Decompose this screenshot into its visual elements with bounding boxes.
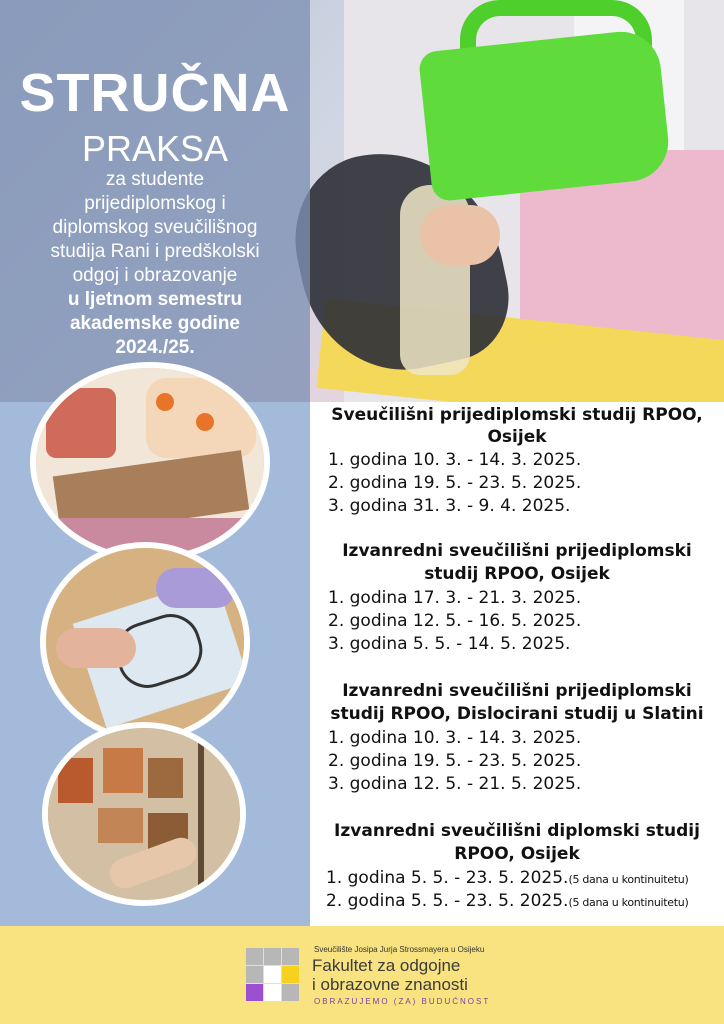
section1-title-1: Sveučilišni prijediplomski studij RPOO, — [331, 405, 703, 425]
photo-circle-drawing — [40, 542, 250, 742]
title-line1: STRUČNA — [19, 63, 291, 123]
section4-line-1 — [326, 868, 688, 888]
faculty-logo-icon — [246, 948, 300, 1002]
title-semester-3: 2024./25. — [115, 337, 195, 358]
footer-motto: OBRAZUJEMO (ZA) BUDUĆNOST — [314, 997, 491, 1006]
logo-square-grey — [282, 948, 299, 965]
logo-square-grey — [282, 984, 299, 1001]
photo-circle-book — [30, 362, 270, 562]
logo-square-purple — [246, 984, 263, 1001]
logo-square-grey — [246, 948, 263, 965]
photo-green-pitcher — [418, 28, 672, 202]
title-semester-2: akademske godine — [69, 313, 241, 334]
section3-line-2: 2. godina 19. 5. - 23. 5. 2025. — [328, 751, 582, 771]
section1-title-2: Osijek — [487, 427, 547, 447]
title-desc-2: prijediplomskog i — [84, 193, 226, 214]
section4-line-2-note: (5 dana u kontinuitetu) — [568, 896, 689, 909]
logo-square-white — [264, 984, 281, 1001]
title-line2: PRAKSA — [81, 128, 229, 169]
section3-line-3: 3. godina 12. 5. - 21. 5. 2025. — [328, 774, 582, 794]
section3-title-2: studij RPOO, Dislocirani studij u Slatini — [330, 704, 704, 724]
section2-line-1: 1. godina 17. 3. - 21. 3. 2025. — [328, 588, 582, 608]
footer-university: Sveučilište Josipa Jurja Strossmayera u Osijeku — [314, 945, 485, 954]
footer-faculty-line1: Fakultet za odgojne — [312, 956, 461, 975]
title-panel — [0, 0, 310, 402]
section1-line-3: 3. godina 31. 3. - 9. 4. 2025. — [328, 496, 571, 516]
section4-line-1-text: 1. godina 5. 5. - 23. 5. 2025. — [326, 868, 569, 888]
section4-line-2-text: 2. godina 5. 5. - 23. 5. 2025. — [326, 891, 569, 911]
title-desc-4: studija Rani i predškolski — [50, 241, 260, 262]
photo-circle-display — [42, 722, 246, 906]
logo-square-white — [264, 966, 281, 983]
section2-title-1: Izvanredni sveučilišni prijediplomski — [342, 541, 692, 561]
title-semester-1: u ljetnom semestru — [67, 289, 243, 310]
section4-title-2: RPOO, Osijek — [454, 844, 580, 864]
footer-faculty-line2: i obrazovne znanosti — [312, 975, 468, 994]
section2-title-2: studij RPOO, Osijek — [424, 564, 610, 584]
section4-line-2 — [326, 891, 688, 911]
logo-square-grey — [246, 966, 263, 983]
title-desc-1: za studente — [105, 169, 205, 190]
photo-hand — [420, 205, 500, 265]
section4-title-1: Izvanredni sveučilišni diplomski studij — [334, 821, 700, 841]
title-desc-3: diplomskog sveučilišnog — [52, 217, 258, 238]
section3-line-1: 1. godina 10. 3. - 14. 3. 2025. — [328, 728, 582, 748]
logo-square-yellow — [282, 966, 299, 983]
section1-line-1: 1. godina 10. 3. - 14. 3. 2025. — [328, 450, 582, 470]
section2-line-2: 2. godina 12. 5. - 16. 5. 2025. — [328, 611, 582, 631]
section3-title-1: Izvanredni sveučilišni prijediplomski — [342, 681, 692, 701]
logo-square-grey — [264, 948, 281, 965]
section1-line-2: 2. godina 19. 5. - 23. 5. 2025. — [328, 473, 582, 493]
schedule-panel — [310, 402, 724, 926]
section2-line-3: 3. godina 5. 5. - 14. 5. 2025. — [328, 634, 571, 654]
title-desc-5: odgoj i obrazovanje — [72, 265, 238, 286]
section4-line-1-note: (5 dana u kontinuitetu) — [568, 873, 689, 886]
